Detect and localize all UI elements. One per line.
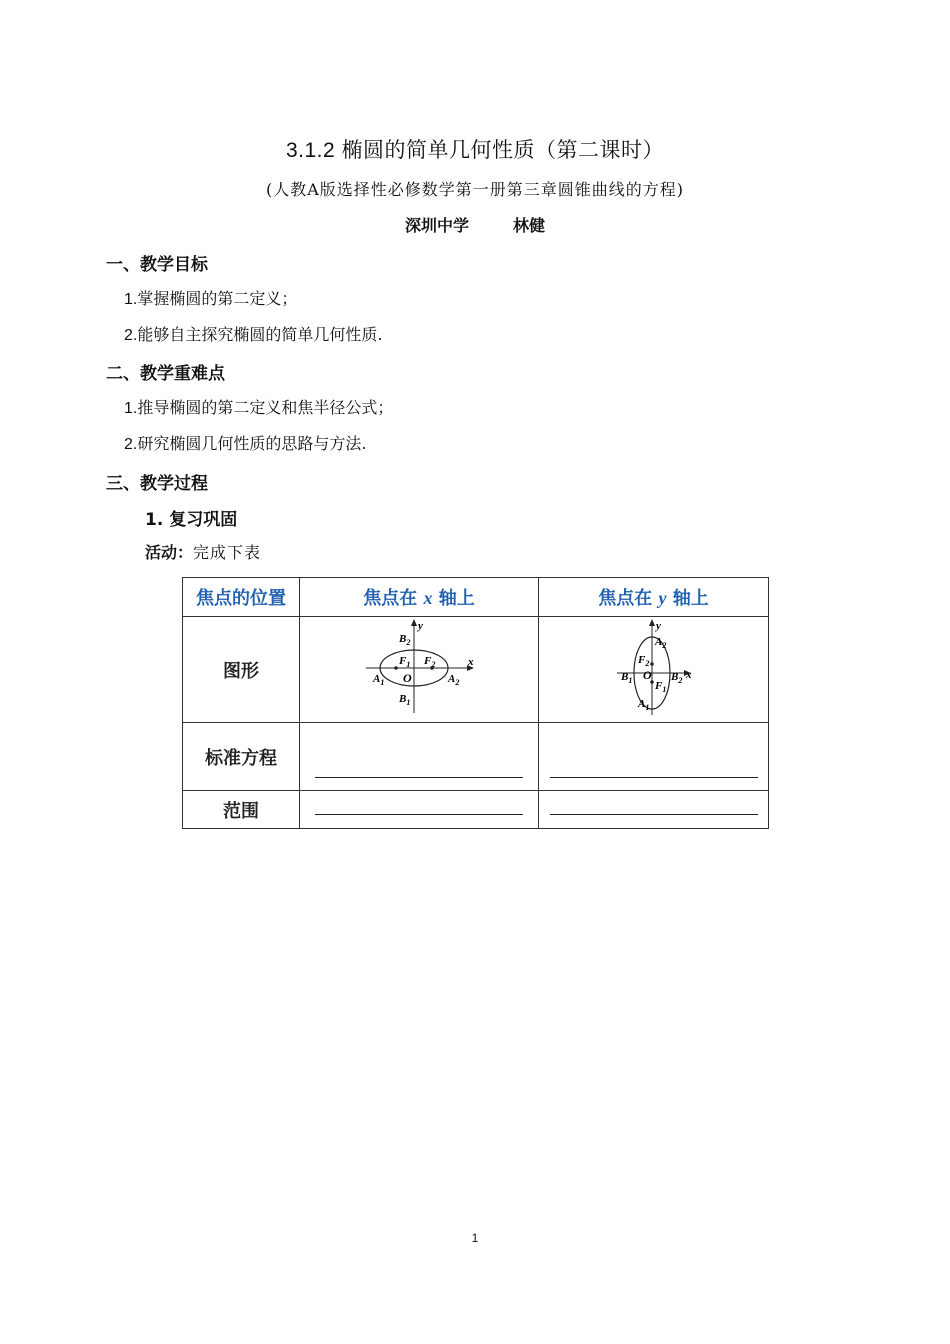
svg-text:F1: $F_1$ <box>399 655 411 669</box>
section-heading-process: 三、教学过程 <box>106 474 208 494</box>
answer-blank <box>550 777 758 778</box>
activity-text: 完成下表 <box>193 543 262 562</box>
svg-text:x: x <box>686 669 692 681</box>
ellipse-y-figure-cell <box>539 617 769 723</box>
table-header-row <box>183 578 769 617</box>
table-row-range <box>183 791 769 829</box>
page-subtitle: (人教A版选择性必修数学第一册第三章圆锥曲线的方程) <box>265 180 685 199</box>
page-number: 1 <box>471 1231 479 1245</box>
page-title: 3.1.2 椭圆的简单几何性质（第二课时） <box>285 139 665 162</box>
svg-text:A2: $A_2$ <box>655 636 667 650</box>
activity-line <box>145 540 261 563</box>
svg-text:y: y <box>418 620 423 632</box>
equation-y-blank[interactable] <box>539 723 769 791</box>
table-row-equation <box>183 723 769 791</box>
svg-text:B2: $B_2$ <box>399 633 411 647</box>
row-label-equation: 标准方程 <box>183 723 300 791</box>
svg-text:B1: $B_1$ <box>399 693 411 707</box>
section-heading-keypoints: 二、教学重难点 <box>106 364 225 384</box>
table-row-figure <box>183 617 769 723</box>
svg-text:y: y <box>656 620 661 632</box>
section-heading-goals: 一、教学目标 <box>106 255 208 275</box>
svg-text:O: O <box>403 671 412 685</box>
range-x-blank[interactable] <box>300 791 539 829</box>
author-name: 林健 <box>513 216 546 235</box>
author-line <box>0 213 950 236</box>
equation-x-blank[interactable] <box>300 723 539 791</box>
svg-text:x: x <box>468 656 474 668</box>
ellipse-y-diagram <box>539 617 768 717</box>
svg-text:A2: $A_2$ <box>448 673 460 687</box>
activity-label: 活动： <box>145 543 194 562</box>
header-focus-y: 焦点在 y 轴上 <box>539 578 769 617</box>
svg-text:O: O <box>643 668 652 682</box>
goal-item: 1.掌握椭圆的第二定义； <box>124 289 298 308</box>
school-name: 深圳中学 <box>404 216 469 235</box>
keypoint-item: 1.推导椭圆的第二定义和焦半径公式； <box>124 398 394 417</box>
row-label-range: 范围 <box>183 791 300 829</box>
row-label-figure: 图形 <box>183 617 300 723</box>
svg-text:F1: $F_1$ <box>655 680 667 694</box>
svg-text:F2: $F_2$ <box>424 655 436 669</box>
answer-blank <box>315 814 523 815</box>
header-focus-x: 焦点在 x 轴上 <box>300 578 539 617</box>
ellipse-x-diagram <box>300 617 538 717</box>
svg-text:B1: $B_1$ <box>621 671 633 685</box>
keypoint-item: 2.研究椭圆几何性质的思路与方法. <box>124 434 367 453</box>
header-focus-position: 焦点的位置 <box>183 578 300 617</box>
svg-text:B2: $B_2$ <box>671 671 683 685</box>
subsection-review: 1. 复习巩固 <box>145 510 238 530</box>
goal-item: 2.能够自主探究椭圆的简单几何性质. <box>124 325 383 344</box>
range-y-blank[interactable] <box>539 791 769 829</box>
svg-text:F2: $F_2$ <box>638 654 650 668</box>
ellipse-x-figure-cell <box>300 617 539 723</box>
ellipse-property-table <box>182 577 769 829</box>
svg-text:A1: $A_1$ <box>373 673 385 687</box>
answer-blank <box>315 777 523 778</box>
answer-blank <box>550 814 758 815</box>
svg-text:A1: $A_1$ <box>638 698 650 712</box>
